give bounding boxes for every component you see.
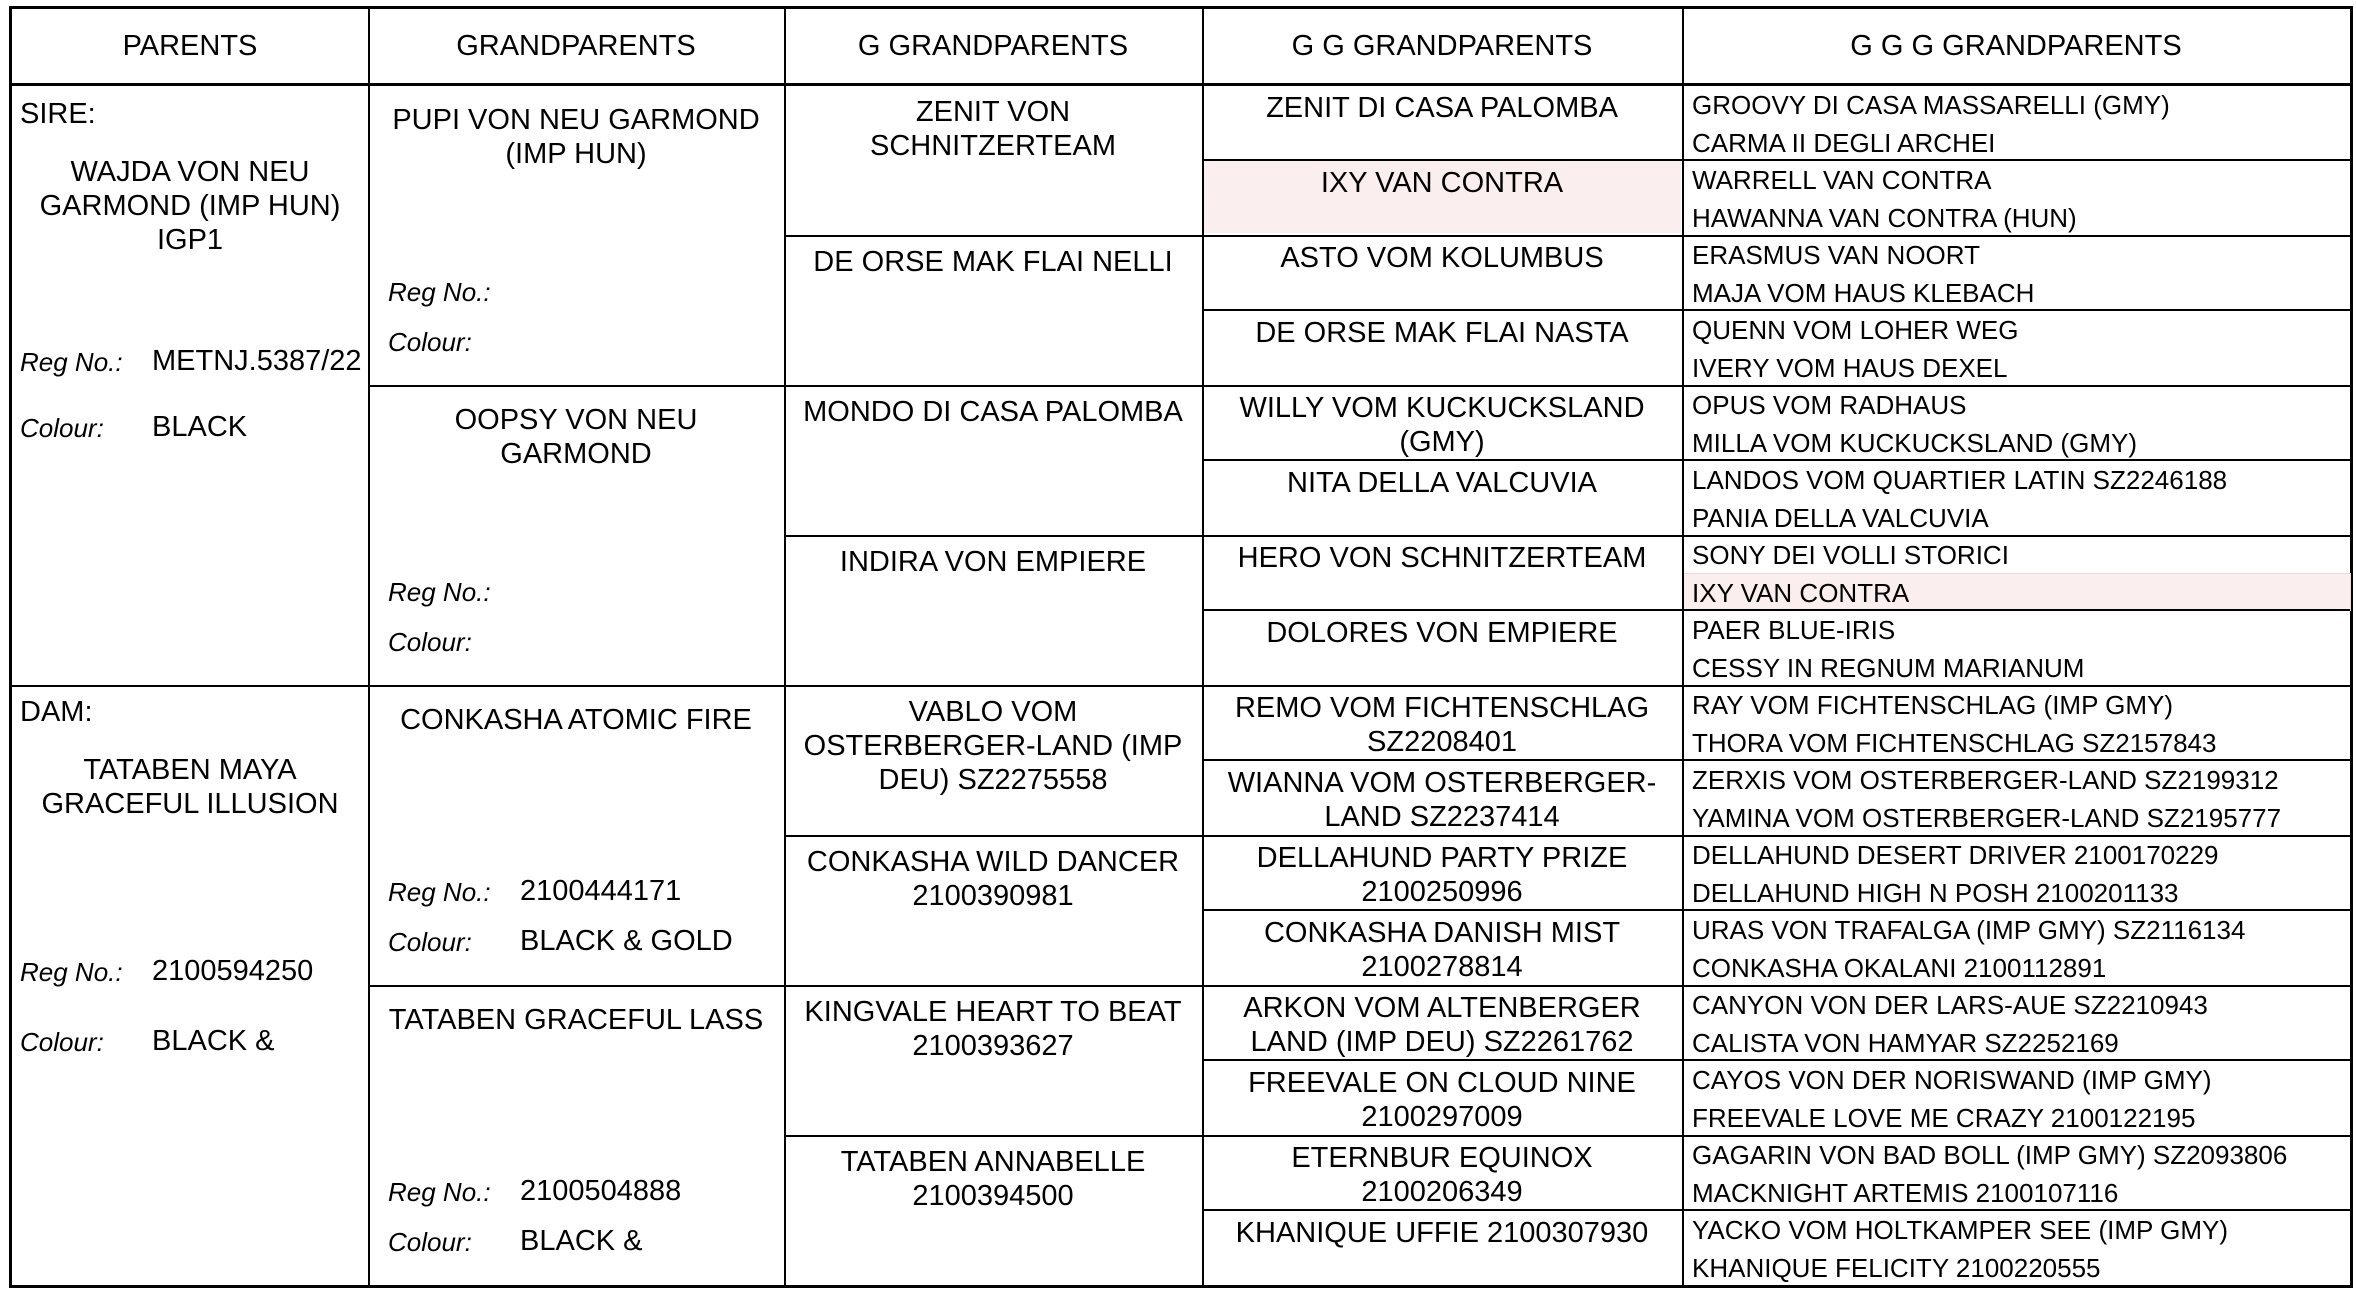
grandparent-name: PUPI VON NEU GARMOND (IMP HUN) <box>392 104 760 170</box>
ggg-grandparent-name: PANIA DELLA VALCUVIA <box>1692 502 1989 533</box>
gg-grandparent-name: WILLY VOM KUCKUCKSLAND (GMY) <box>1239 392 1645 458</box>
grandparent-reg-value: 2100444171 <box>520 875 682 907</box>
sire-colour-value: BLACK <box>152 411 248 443</box>
header-grandparents: GRANDPARENTS <box>456 29 696 62</box>
grandparent-colour-value: BLACK & GOLD <box>520 925 733 957</box>
gg-grandparent-name: CONKASHA DANISH MIST 2100278814 <box>1263 917 1621 983</box>
ggg-grandparent-name: KHANIQUE FELICITY 2100220555 <box>1692 1252 2101 1283</box>
g-grandparent-name: MONDO DI CASA PALOMBA <box>803 396 1183 428</box>
g-grandparent-name: KINGVALE HEART TO BEAT 2100393627 <box>804 996 1182 1062</box>
ggg-grandparent-name: MILLA VOM KUCKUCKSLAND (GMY) <box>1692 427 2137 458</box>
grandparent-name: OOPSY VON NEU GARMOND <box>454 404 698 470</box>
g-grandparent-name: VABLO VOM OSTERBERGER-LAND (IMP DEU) SZ2275558 <box>803 696 1183 796</box>
ggg-grandparent-name: PAER BLUE-IRIS <box>1692 615 1896 645</box>
gg-grandparent-name: ZENIT DI CASA PALOMBA <box>1266 92 1618 124</box>
sire-reg-label: Reg No.: <box>20 347 123 377</box>
grandparent-reg-label: Reg No.: <box>388 1177 491 1207</box>
grandparent-reg-label: Reg No.: <box>388 577 491 607</box>
ggg-grandparent-name: LANDOS VOM QUARTIER LATIN SZ2246188 <box>1692 465 2228 495</box>
ggg-grandparent-name: WARRELL VAN CONTRA <box>1692 165 1992 195</box>
ggg-grandparent-name: RAY VOM FICHTENSCHLAG (IMP GMY) <box>1692 690 2174 720</box>
grandparent-colour-label: Colour: <box>388 327 472 357</box>
ggg-grandparent-name: GROOVY DI CASA MASSARELLI (GMY) <box>1692 90 2170 120</box>
gg-grandparent-name: REMO VOM FICHTENSCHLAG SZ2208401 <box>1234 692 1650 758</box>
ggg-grandparent-name: YAMINA VOM OSTERBERGER-LAND SZ2195777 <box>1692 802 2282 833</box>
pedigree-table <box>9 6 2353 1288</box>
ggg-grandparent-name: CANYON VON DER LARS-AUE SZ2210943 <box>1692 990 2208 1020</box>
ggg-grandparent-name: IXY VAN CONTRA <box>1692 577 1910 608</box>
column-divider <box>1682 9 1684 1285</box>
ggg-grandparent-name: YACKO VOM HOLTKAMPER SEE (IMP GMY) <box>1692 1215 2228 1245</box>
grandparent-reg-value: 2100504888 <box>520 1175 682 1207</box>
gg-grandparent-name: DELLAHUND PARTY PRIZE 2100250996 <box>1256 842 1628 908</box>
dam-colour-value: BLACK & <box>152 1025 275 1057</box>
gg-grandparent-name: WIANNA VOM OSTERBERGER-LAND SZ2237414 <box>1227 767 1657 833</box>
gg-grandparent-name: DOLORES VON EMPIERE <box>1266 617 1618 649</box>
g-grandparent-name: DE ORSE MAK FLAI NELLI <box>813 246 1173 278</box>
ggg-grandparent-name: HAWANNA VAN CONTRA (HUN) <box>1692 202 2077 233</box>
ggg-grandparent-name: ZERXIS VOM OSTERBERGER-LAND SZ2199312 <box>1692 765 2279 795</box>
dam-name: TATABEN MAYA GRACEFUL ILLUSION <box>41 754 339 820</box>
column-divider <box>1202 9 1204 1285</box>
row-divider <box>784 235 2350 237</box>
grandparent-colour-label: Colour: <box>388 1227 472 1257</box>
ggg-grandparent-name: FREEVALE LOVE ME CRAZY 2100122195 <box>1692 1102 2196 1133</box>
grandparent-name: CONKASHA ATOMIC FIRE <box>400 704 752 736</box>
ggg-grandparent-name: GAGARIN VON BAD BOLL (IMP GMY) SZ2093806 <box>1692 1140 2288 1170</box>
ggg-grandparent-name: CAYOS VON DER NORISWAND (IMP GMY) <box>1692 1065 2212 1095</box>
header-divider <box>12 83 2350 86</box>
grandparent-colour-value: BLACK & <box>520 1225 643 1257</box>
sire-name: WAJDA VON NEU GARMOND (IMP HUN) IGP1 <box>39 156 341 256</box>
ggg-grandparent-name: MACKNIGHT ARTEMIS 2100107116 <box>1692 1177 2119 1208</box>
ggg-grandparent-name: THORA VOM FICHTENSCHLAG SZ2157843 <box>1692 727 2217 758</box>
g-grandparent-name: INDIRA VON EMPIERE <box>839 546 1147 578</box>
row-divider <box>368 385 2350 387</box>
header-ggg-grandparents: G G G GRANDPARENTS <box>1850 29 2182 62</box>
header-gg-grandparents: G G GRANDPARENTS <box>1291 29 1593 62</box>
grandparent-colour-label: Colour: <box>388 627 472 657</box>
g-grandparent-name: ZENIT VON SCHNITZERTEAM <box>870 96 1116 162</box>
gg-grandparent-name: DE ORSE MAK FLAI NASTA <box>1255 317 1629 349</box>
ggg-grandparent-name: IVERY VOM HAUS DEXEL <box>1692 352 2008 383</box>
dam-reg-label: Reg No.: <box>20 957 123 987</box>
ggg-grandparent-name: QUENN VOM LOHER WEG <box>1692 315 2019 345</box>
gg-grandparent-name: HERO VON SCHNITZERTEAM <box>1237 542 1647 574</box>
dam-reg-value: 2100594250 <box>152 955 314 987</box>
grandparent-reg-label: Reg No.: <box>388 877 491 907</box>
gg-grandparent-name: FREEVALE ON CLOUD NINE 2100297009 <box>1248 1067 1636 1133</box>
grandparent-reg-label: Reg No.: <box>388 277 491 307</box>
ggg-grandparent-name: CESSY IN REGNUM MARIANUM <box>1692 652 2085 683</box>
ggg-grandparent-name: MAJA VOM HAUS KLEBACH <box>1692 277 2035 308</box>
g-grandparent-name: TATABEN ANNABELLE 2100394500 <box>840 1146 1146 1212</box>
sire-reg-value: METNJ.5387/22 <box>152 345 362 377</box>
dam-label: DAM: <box>20 696 93 728</box>
g-grandparent-name: CONKASHA WILD DANCER 2100390981 <box>806 846 1180 912</box>
ggg-grandparent-name: ERASMUS VAN NOORT <box>1692 240 1980 270</box>
gg-grandparent-name: ARKON VOM ALTENBERGER LAND (IMP DEU) SZ2261762 <box>1243 992 1641 1058</box>
dam-colour-label: Colour: <box>20 1027 104 1057</box>
gg-grandparent-name: IXY VAN CONTRA <box>1320 167 1564 199</box>
header-parents: PARENTS <box>122 29 258 62</box>
header-g-grandparents: G GRANDPARENTS <box>857 29 1129 62</box>
ggg-grandparent-name: CARMA II DEGLI ARCHEI <box>1692 127 1996 158</box>
gg-grandparent-name: ETERNBUR EQUINOX 2100206349 <box>1291 1142 1593 1208</box>
gg-grandparent-name: ASTO VOM KOLUMBUS <box>1280 242 1604 274</box>
sire-label: SIRE: <box>20 98 96 130</box>
ggg-grandparent-name: SONY DEI VOLLI STORICI <box>1692 540 2009 570</box>
column-divider <box>368 9 370 1285</box>
ggg-grandparent-name: URAS VON TRAFALGA (IMP GMY) SZ2116134 <box>1692 915 2246 945</box>
ggg-grandparent-name: OPUS VOM RADHAUS <box>1692 390 1967 420</box>
sire-colour-label: Colour: <box>20 413 104 443</box>
row-divider <box>784 535 2350 537</box>
gg-grandparent-name: NITA DELLA VALCUVIA <box>1287 467 1597 499</box>
ggg-grandparent-name: DELLAHUND HIGH N POSH 2100201133 <box>1692 877 2179 908</box>
ggg-grandparent-name: CALISTA VON HAMYAR SZ2252169 <box>1692 1027 2119 1058</box>
grandparent-name: TATABEN GRACEFUL LASS <box>388 1004 764 1036</box>
ggg-grandparent-name: CONKASHA OKALANI 2100112891 <box>1692 952 2107 983</box>
grandparent-colour-label: Colour: <box>388 927 472 957</box>
ggg-grandparent-name: DELLAHUND DESERT DRIVER 2100170229 <box>1692 840 2219 870</box>
gg-grandparent-name: KHANIQUE UFFIE 2100307930 <box>1235 1217 1649 1249</box>
column-divider <box>784 9 786 1285</box>
